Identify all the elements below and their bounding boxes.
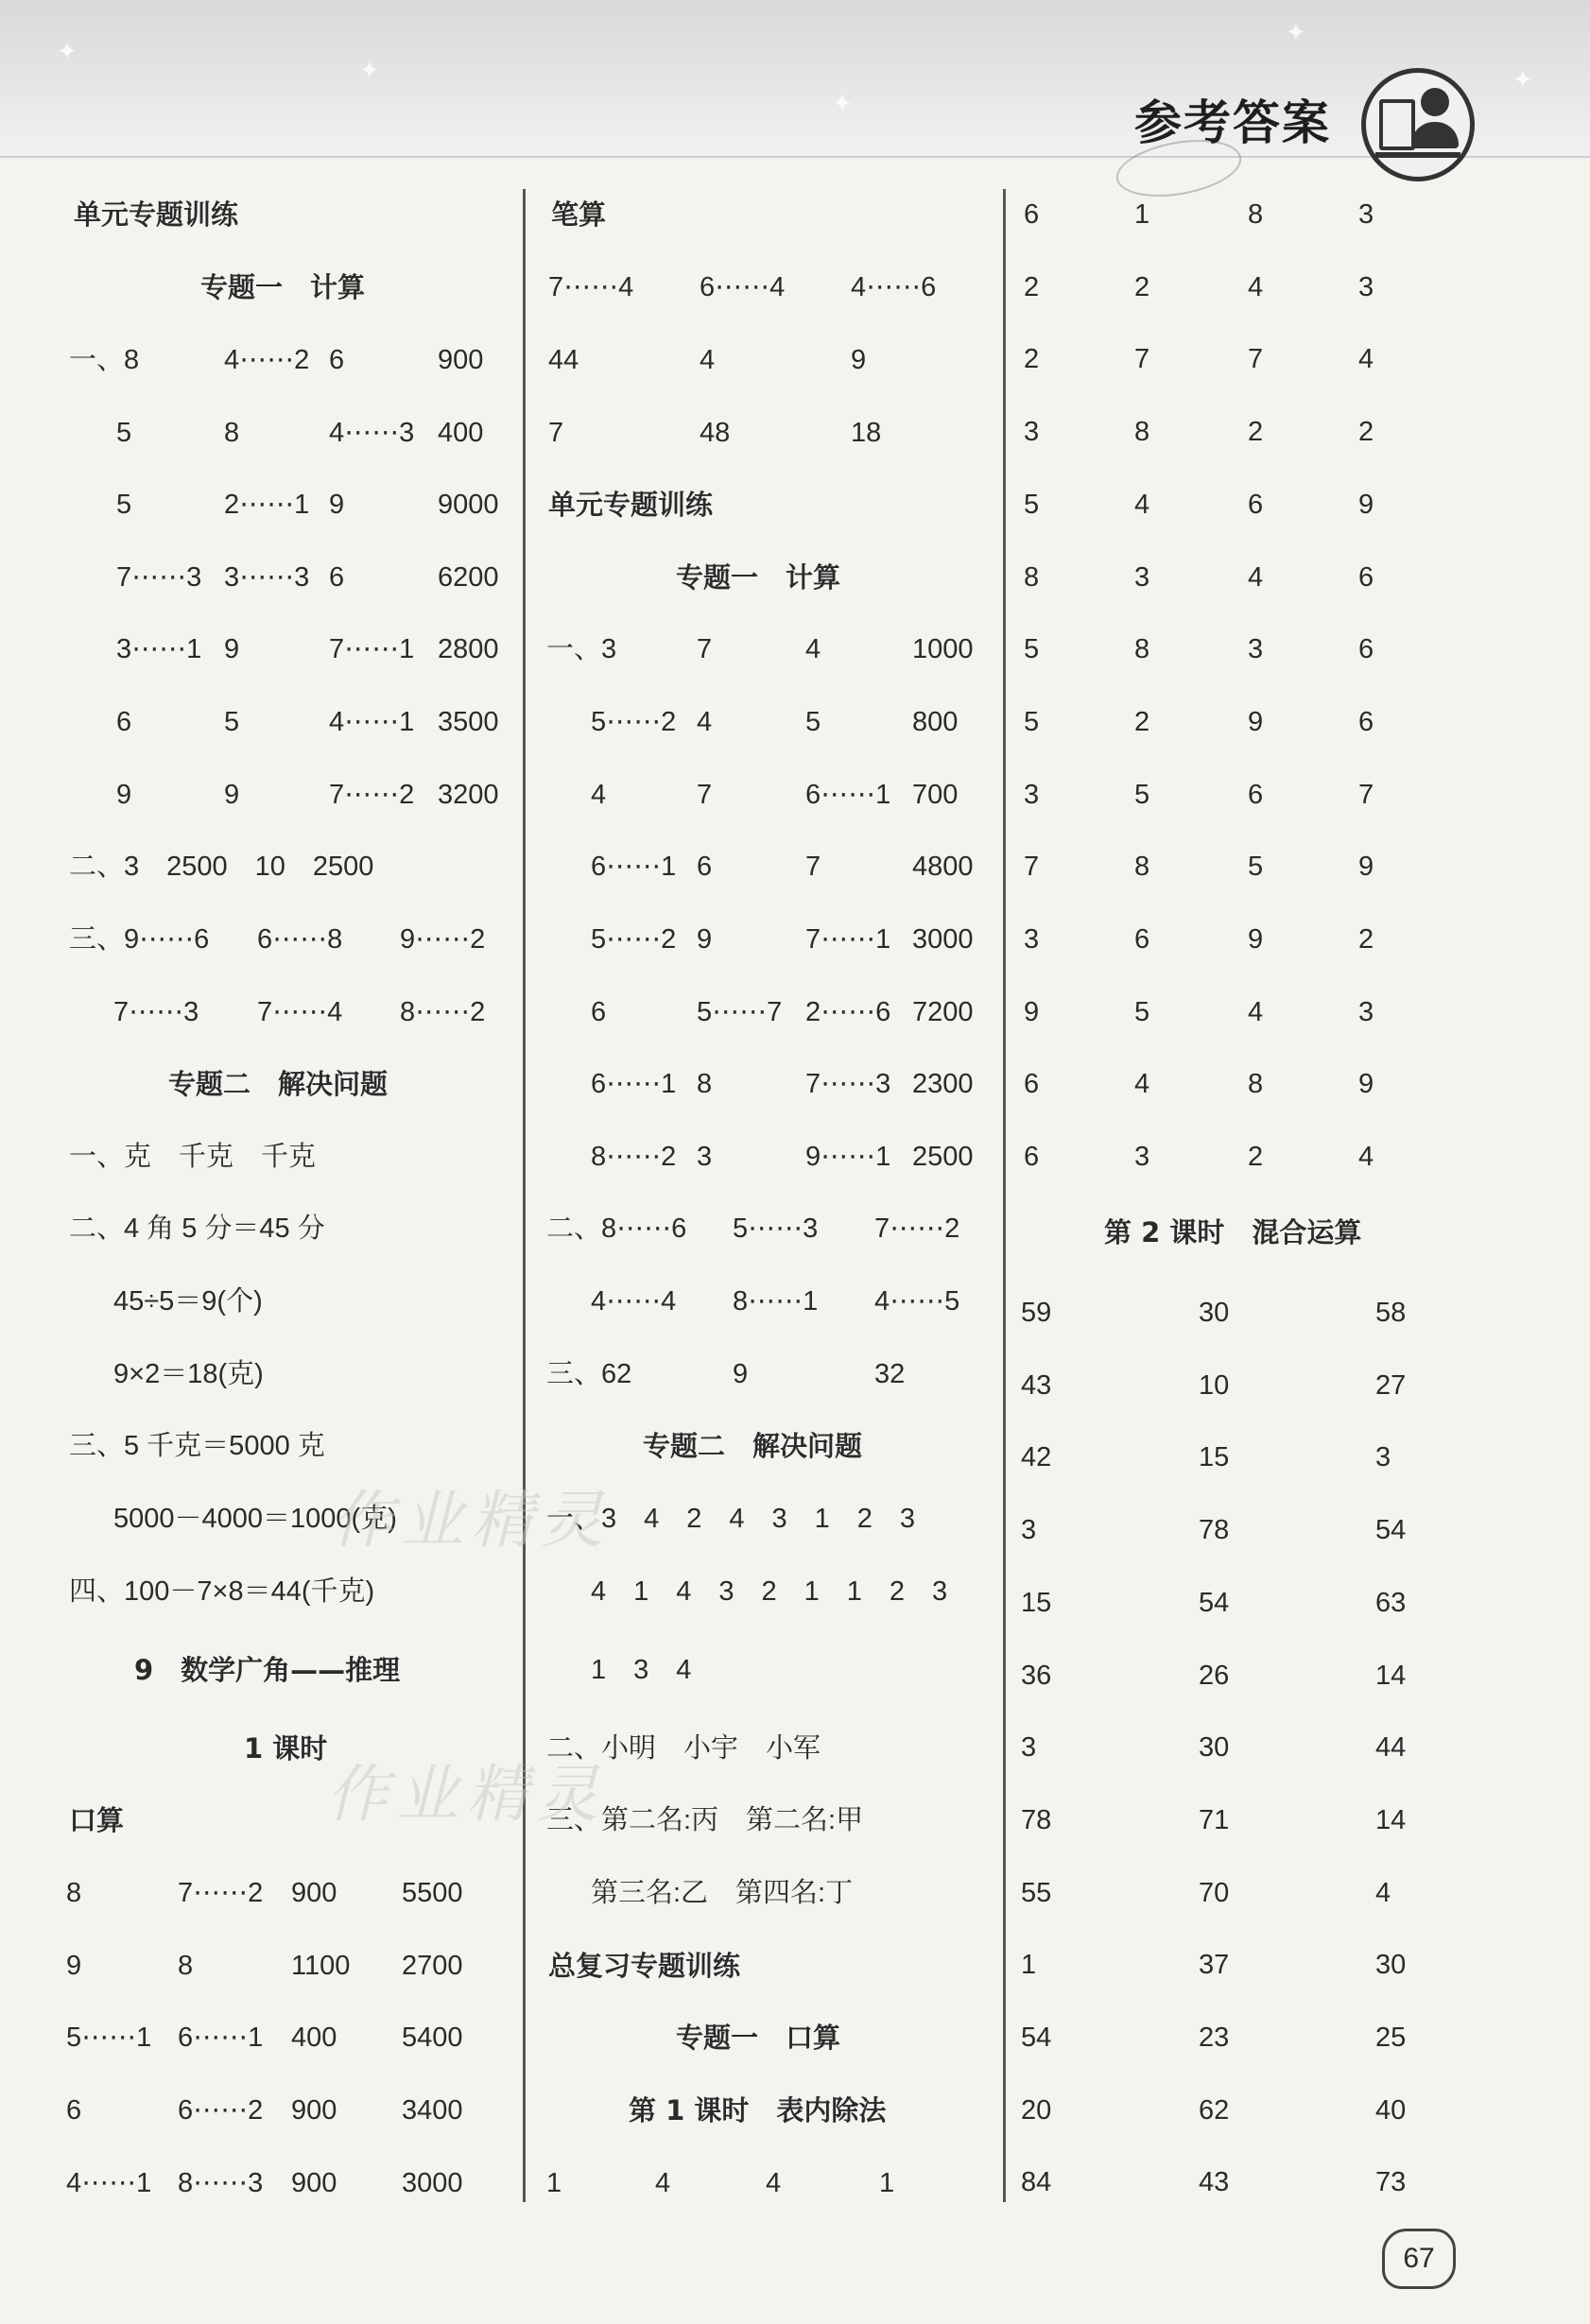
section-heading: 单元专题训练 [74, 198, 239, 231]
answer-text: 一、3 4 2 4 3 1 2 3 [546, 1504, 916, 1534]
answer-text: 15 [1199, 1442, 1230, 1473]
answer-text: 5⋯⋯3 [733, 1214, 819, 1244]
answer-text: 55 [1021, 1877, 1052, 1908]
answer-text: 30 [1199, 1298, 1230, 1328]
answer-text: 9 [851, 345, 867, 375]
answer-text: 58 [1375, 1298, 1407, 1328]
answer-text: 2⋯⋯6 [805, 997, 891, 1027]
answer-text: 6 [697, 852, 713, 882]
answer-text: 5 [1134, 996, 1150, 1027]
answer-text: 6 [1358, 561, 1374, 593]
answer-text: 8 [1134, 634, 1150, 665]
answer-text: 78 [1021, 1804, 1052, 1835]
answer-text: 900 [291, 1878, 337, 1908]
answer-text: 4 [1134, 489, 1150, 520]
section-heading: 第 2 课时 混合运算 [1104, 1216, 1362, 1248]
answer-text: 9⋯⋯1 [805, 1142, 891, 1172]
answer-text: 3 [1134, 1142, 1150, 1173]
answer-text: 9 [1358, 1069, 1374, 1100]
answer-text: 7 [548, 418, 564, 448]
answer-text: 一、3 [546, 634, 617, 664]
answer-text: 3 [1024, 779, 1040, 810]
answer-text: 37 [1199, 1950, 1230, 1981]
answer-text: 1000 [912, 634, 974, 664]
answer-text: 2500 [912, 1142, 974, 1172]
answer-text: 43 [1021, 1369, 1052, 1401]
section-heading: 1 课时 [244, 1732, 328, 1765]
answer-text: 7⋯⋯2 [874, 1214, 960, 1244]
answer-text: 6200 [438, 562, 499, 593]
answer-text: 5 [224, 707, 240, 737]
answer-text: 5 [116, 490, 132, 520]
answer-text: 6⋯⋯8 [257, 924, 343, 955]
answer-text: 2 [1248, 417, 1264, 448]
answer-text: 44 [1375, 1732, 1407, 1764]
answer-text: 7⋯⋯3 [805, 1069, 891, 1099]
answer-text: 5⋯⋯2 [591, 707, 677, 737]
answer-text: 8 [1024, 561, 1040, 593]
answer-text: 23 [1199, 2023, 1230, 2053]
section-heading: 9 数学广角——推理 [134, 1654, 401, 1686]
answer-text: 5400 [402, 2023, 463, 2053]
answer-text: 9 [329, 490, 345, 520]
answer-text: 5⋯⋯7 [697, 997, 783, 1027]
section-heading: 笔算 [551, 198, 607, 231]
answer-text: 5 [1248, 852, 1264, 883]
answer-text: 9 [224, 634, 240, 664]
answer-text: 一、8 [69, 345, 140, 375]
answer-text: 8 [66, 1878, 82, 1908]
answer-text: 4 [1248, 561, 1264, 593]
answer-text: 4 1 4 3 2 1 1 2 3 [591, 1576, 948, 1607]
answer-text: 54 [1199, 1587, 1230, 1618]
answer-text: 9 [697, 924, 713, 955]
answer-text: 4⋯⋯6 [851, 272, 937, 302]
section-heading: 专题一 口算 [676, 2022, 841, 2054]
column-divider [523, 189, 526, 2202]
answer-text: 8 [224, 418, 240, 448]
sparkle-icon: ✦ [57, 38, 78, 66]
watermark: 作业精灵 [331, 1484, 611, 1557]
answer-text: 6 [1024, 1142, 1040, 1173]
answer-text: 2800 [438, 634, 499, 664]
answer-text: 4 [1134, 1069, 1150, 1100]
answer-text: 二、4 角 5 分＝45 分 [69, 1214, 325, 1244]
answer-text: 9 [224, 780, 240, 810]
section-heading: 第 1 课时 表内除法 [629, 2094, 887, 2126]
answer-text: 7⋯⋯1 [805, 924, 891, 955]
answer-text: 800 [912, 707, 959, 737]
answer-text: 6 [1248, 489, 1264, 520]
answer-text: 84 [1021, 2167, 1052, 2198]
answer-text: 14 [1375, 1804, 1407, 1835]
answer-text: 4⋯⋯3 [329, 418, 415, 448]
answer-text: 54 [1021, 2023, 1052, 2053]
section-heading: 专题二 解决问题 [643, 1430, 863, 1462]
answer-text: 3000 [912, 924, 974, 955]
answer-text: 71 [1199, 1804, 1230, 1835]
answer-text: 三、第二名:丙 第二名:甲 [546, 1805, 864, 1835]
page-title: 参考答案 [1134, 95, 1331, 150]
answer-text: 3 [1024, 417, 1040, 448]
answer-text: 700 [912, 780, 959, 810]
answer-text: 7 [1248, 344, 1264, 375]
answer-text: 3200 [438, 780, 499, 810]
answer-text: 8 [1248, 199, 1264, 230]
answer-text: 8 [697, 1069, 713, 1099]
answer-text: 54 [1375, 1515, 1407, 1546]
answer-text: 400 [438, 418, 484, 448]
column-divider [1003, 189, 1006, 2202]
answer-text: 6 [1358, 706, 1374, 737]
answer-text: 6⋯⋯1 [591, 852, 677, 882]
answer-text: 30 [1375, 1950, 1407, 1981]
sparkle-icon: ✦ [832, 90, 853, 118]
answer-text: 7200 [912, 997, 974, 1027]
answer-text: 3 [1358, 271, 1374, 302]
answer-text: 2300 [912, 1069, 974, 1099]
answer-text: 6⋯⋯4 [700, 272, 786, 302]
answer-text: 9 [1358, 489, 1374, 520]
answer-text: 4 [697, 707, 713, 737]
answer-text: 900 [438, 345, 484, 375]
answer-text: 8⋯⋯1 [733, 1286, 819, 1317]
answer-text: 7⋯⋯3 [113, 997, 199, 1027]
answer-text: 3 [1358, 199, 1374, 230]
answer-text: 5 [1134, 779, 1150, 810]
answer-text: 7 [1358, 779, 1374, 810]
answer-text: 36 [1021, 1660, 1052, 1691]
answer-text: 20 [1021, 2094, 1052, 2126]
answer-text: 3⋯⋯1 [116, 634, 202, 664]
answer-text: 2700 [402, 1951, 463, 1981]
answer-text: 3000 [402, 2168, 463, 2198]
answer-text: 59 [1021, 1298, 1052, 1328]
answer-text: 3⋯⋯3 [224, 562, 310, 593]
answer-text: 4⋯⋯1 [66, 2168, 152, 2198]
answer-text: 1 [1134, 199, 1150, 230]
answer-text: 6 [329, 562, 345, 593]
answer-text: 9 [1024, 996, 1040, 1027]
answer-text: 9×2＝18(克) [113, 1359, 264, 1389]
answer-text: 7⋯⋯3 [116, 562, 202, 593]
answer-text: 二、3 2500 10 2500 [69, 852, 374, 882]
header-banner [0, 0, 1590, 158]
answer-text: 2 [1134, 706, 1150, 737]
answer-text: 8⋯⋯2 [400, 997, 486, 1027]
answer-text: 四、100－7×8＝44(千克) [69, 1576, 375, 1607]
answer-text: 1 [546, 2168, 562, 2198]
answer-text: 27 [1375, 1369, 1407, 1401]
answer-text: 45÷5＝9(个) [113, 1286, 263, 1317]
answer-text: 4 [1248, 271, 1264, 302]
answer-text: 8 [1248, 1069, 1264, 1100]
answer-text: 5 [116, 418, 132, 448]
answer-text: 26 [1199, 1660, 1230, 1691]
answer-text: 7 [1024, 852, 1040, 883]
answer-text: 一、克 千克 千克 [69, 1142, 317, 1172]
answer-text: 4 [700, 345, 716, 375]
answer-text: 9⋯⋯2 [400, 924, 486, 955]
answer-text: 9 [1248, 706, 1264, 737]
answer-text: 7⋯⋯2 [178, 1878, 264, 1908]
answer-text: 9 [66, 1951, 82, 1981]
answer-text: 9 [1248, 924, 1264, 955]
answer-text: 1 [879, 2168, 895, 2198]
answer-text: 4⋯⋯5 [874, 1286, 960, 1317]
section-heading: 总复习专题训练 [548, 1950, 741, 1982]
answer-text: 43 [1199, 2167, 1230, 2198]
answer-text: 4⋯⋯2 [224, 345, 310, 375]
answer-text: 3 [1358, 996, 1374, 1027]
answer-text: 40 [1375, 2094, 1407, 2126]
answer-text: 6 [66, 2095, 82, 2126]
answer-text: 6 [1358, 634, 1374, 665]
answer-text: 3400 [402, 2095, 463, 2126]
answer-text: 7 [697, 634, 713, 664]
answer-text: 25 [1375, 2023, 1407, 2053]
student-reading-icon [1361, 68, 1475, 181]
answer-text: 6⋯⋯2 [178, 2095, 264, 2126]
answer-text: 6⋯⋯1 [805, 780, 891, 810]
answer-text: 14 [1375, 1660, 1407, 1691]
answer-text: 2 [1248, 1142, 1264, 1173]
answer-text: 8⋯⋯2 [591, 1142, 677, 1172]
answer-text: 三、62 [546, 1359, 632, 1389]
answer-text: 7⋯⋯2 [329, 780, 415, 810]
answer-text: 第三名:乙 第四名:丁 [591, 1878, 854, 1908]
answer-text: 6 [1134, 924, 1150, 955]
answer-text: 3 [1134, 561, 1150, 593]
answer-text: 7⋯⋯1 [329, 634, 415, 664]
answer-text: 二、小明 小宇 小军 [546, 1733, 821, 1764]
answer-text: 1100 [291, 1951, 351, 1981]
answer-text: 5500 [402, 1878, 463, 1908]
answer-text: 6 [116, 707, 132, 737]
answer-text: 18 [851, 418, 882, 448]
answer-text: 4 [766, 2168, 782, 2198]
answer-text: 3 [1248, 634, 1264, 665]
answer-text: 10 [1199, 1369, 1230, 1401]
answer-text: 7 [1134, 344, 1150, 375]
answer-text: 7 [805, 852, 821, 882]
answer-text: 5000－4000＝1000(克) [113, 1504, 397, 1534]
answer-text: 5 [1024, 706, 1040, 737]
answer-text: 2 [1134, 271, 1150, 302]
answer-text: 32 [874, 1359, 906, 1389]
answer-text: 2 [1024, 344, 1040, 375]
answer-text: 6 [1024, 1069, 1040, 1100]
answer-text: 4 [1358, 344, 1374, 375]
answer-text: 4 [655, 2168, 671, 2198]
answer-text: 5 [1024, 634, 1040, 665]
sparkle-icon: ✦ [1286, 19, 1306, 47]
answer-text: 6 [329, 345, 345, 375]
answer-text: 15 [1021, 1587, 1052, 1618]
answer-text: 6 [591, 997, 607, 1027]
answer-text: 6⋯⋯1 [591, 1069, 677, 1099]
answer-text: 900 [291, 2168, 337, 2198]
section-heading: 专题二 解决问题 [168, 1068, 389, 1100]
answer-text: 3 [1024, 924, 1040, 955]
answer-text: 5⋯⋯1 [66, 2023, 152, 2053]
answer-text: 400 [291, 2023, 337, 2053]
answer-text: 62 [1199, 2094, 1230, 2126]
sparkle-icon: ✦ [1512, 66, 1533, 95]
answer-text: 6⋯⋯1 [178, 2023, 264, 2053]
answer-text: 900 [291, 2095, 337, 2126]
answer-text: 7⋯⋯4 [257, 997, 343, 1027]
answer-text: 3 [697, 1142, 713, 1172]
answer-text: 1 [1021, 1950, 1037, 1981]
answer-text: 4⋯⋯4 [591, 1286, 677, 1317]
answer-text: 4⋯⋯1 [329, 707, 415, 737]
answer-text: 6 [1024, 199, 1040, 230]
section-heading: 单元专题训练 [548, 489, 714, 521]
section-heading: 专题一 计算 [200, 271, 366, 303]
answer-text: 4 [591, 780, 607, 810]
answer-text: 42 [1021, 1442, 1052, 1473]
answer-text: 9 [1358, 852, 1374, 883]
answer-text: 4800 [912, 852, 974, 882]
section-heading: 口算 [69, 1804, 125, 1836]
answer-text: 3 [1021, 1732, 1037, 1764]
answer-text: 9 [116, 780, 132, 810]
answer-text: 5 [805, 707, 821, 737]
answer-text: 三、9⋯⋯6 [69, 924, 210, 955]
page-number: 67 [1382, 2229, 1456, 2289]
answer-text: 3 [1375, 1442, 1391, 1473]
answer-text: 4 [1375, 1877, 1391, 1908]
answer-text: 2⋯⋯1 [224, 490, 310, 520]
answer-text: 5⋯⋯2 [591, 924, 677, 955]
answer-text: 7⋯⋯4 [548, 272, 634, 302]
answer-text: 5 [1024, 489, 1040, 520]
watermark: 作业精灵 [326, 1758, 606, 1831]
answer-text: 8 [1134, 417, 1150, 448]
answer-text: 30 [1199, 1732, 1230, 1764]
answer-text: 63 [1375, 1587, 1407, 1618]
answer-text: 6 [1248, 779, 1264, 810]
answer-text: 4 [805, 634, 821, 664]
answer-text: 二、8⋯⋯6 [546, 1214, 687, 1244]
answer-text: 3500 [438, 707, 499, 737]
answer-text: 70 [1199, 1877, 1230, 1908]
answer-text: 8 [1134, 852, 1150, 883]
answer-text: 44 [548, 345, 579, 375]
answer-text: 4 [1248, 996, 1264, 1027]
answer-text: 2 [1024, 271, 1040, 302]
answer-text: 9000 [438, 490, 499, 520]
sparkle-icon: ✦ [359, 57, 380, 85]
answer-text: 9 [733, 1359, 749, 1389]
section-heading: 专题一 计算 [676, 561, 841, 594]
answer-text: 8⋯⋯3 [178, 2168, 264, 2198]
answer-text: 73 [1375, 2167, 1407, 2198]
answer-text: 4 [1358, 1142, 1374, 1173]
answer-text: 8 [178, 1951, 194, 1981]
answer-text: 48 [700, 418, 731, 448]
answer-text: 78 [1199, 1515, 1230, 1546]
answer-text: 7 [697, 780, 713, 810]
answer-text: 2 [1358, 924, 1374, 955]
answer-text: 3 [1021, 1515, 1037, 1546]
answer-text: 1 3 4 [591, 1655, 692, 1685]
answer-text: 三、5 千克＝5000 克 [69, 1431, 325, 1461]
answer-text: 2 [1358, 417, 1374, 448]
